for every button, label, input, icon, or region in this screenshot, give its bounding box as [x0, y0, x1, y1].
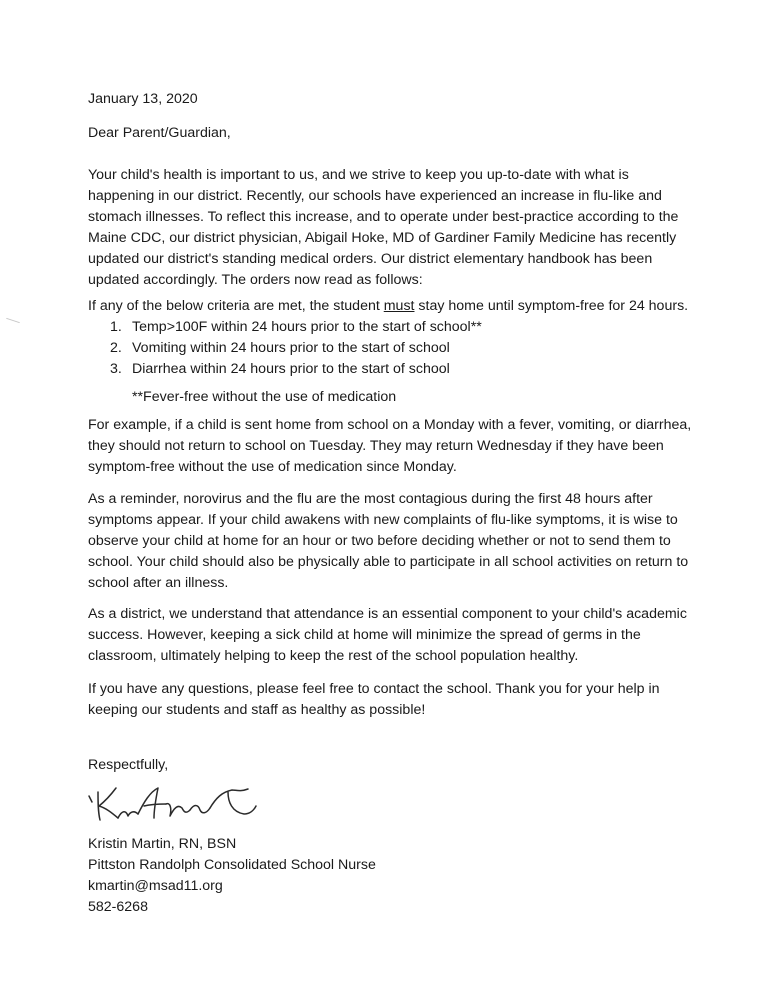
paragraph-questions	[88, 679, 688, 721]
criteria-number: 2.	[110, 340, 122, 356]
signer-name: Kristin Martin, RN, BSN	[88, 836, 237, 852]
paragraph-line: Your child's health is important to us, and we strive to keep you up-to-date with what is	[88, 167, 629, 183]
paragraph-line: they should not return to school on Tuesday. They may return Wednesday if they have been	[88, 438, 664, 454]
criteria-footnote: **Fever-free without the use of medication	[132, 389, 397, 406]
criteria-item	[88, 338, 482, 359]
paragraph-line: As a district, we understand that attendance is an essential component to your child's academic	[88, 606, 687, 622]
paragraph-line: happening in our district. Recently, our schools have experienced an increase in flu-like and	[88, 188, 662, 204]
criteria-list	[88, 317, 482, 380]
criteria-intro	[88, 296, 688, 317]
criteria-intro-before: If any of the below criteria are met, the student	[88, 298, 384, 314]
letter-date: January 13, 2020	[88, 91, 198, 107]
paragraph-line: As a reminder, norovirus and the flu are the most contagious during the first 48 hours after	[88, 491, 653, 507]
paragraph-line: school. Your child should also be physically able to participate in all school activities on return to	[88, 554, 689, 570]
paragraph-line: updated accordingly. The orders now read as follows:	[88, 272, 423, 288]
paragraph-line: symptoms appear. If your child awakens with new complaints of flu-like symptoms, it is wise to	[88, 512, 678, 528]
criteria-text: Vomiting within 24 hours prior to the start of school	[132, 340, 450, 356]
signer-block	[88, 834, 688, 918]
salutation: Dear Parent/Guardian,	[88, 125, 231, 141]
criteria-number: 3.	[110, 361, 122, 377]
scan-artifact-mark	[6, 318, 20, 323]
paragraph-line: Maine CDC, our district physician, Abigail Hoke, MD of Gardiner Family Medicine has recently	[88, 230, 677, 246]
paragraph-line: observe your child at home for an hour or two before deciding whether or not to send them to	[88, 533, 671, 549]
paragraph-attendance	[88, 604, 688, 667]
paragraph-line: school after an illness.	[88, 575, 229, 591]
handwritten-signature	[86, 780, 276, 828]
paragraph-line: success. However, keeping a sick child at home will minimize the spread of germs in the	[88, 627, 641, 643]
paragraph-example	[88, 415, 692, 478]
criteria-item	[88, 359, 482, 380]
criteria-text: Temp>100F within 24 hours prior to the start of school**	[132, 319, 482, 335]
criteria-intro-emphasis: must	[383, 298, 415, 314]
criteria-item	[88, 317, 482, 338]
closing: Respectfully,	[88, 757, 169, 773]
paragraph-line: keeping our students and staff as healthy as possible!	[88, 702, 426, 718]
signer-phone: 582-6268	[88, 899, 148, 915]
signer-email: kmartin@msad11.org	[88, 878, 223, 894]
paragraph-reminder	[88, 489, 688, 594]
paragraph-line: For example, if a child is sent home from school on a Monday with a fever, vomiting, or diarrhea,	[88, 417, 692, 433]
criteria-text: Diarrhea within 24 hours prior to the start of school	[132, 361, 450, 377]
criteria-intro-after: stay home until symptom-free for 24 hours.	[414, 298, 689, 314]
paragraph-line: classroom, ultimately helping to keep the rest of the school population healthy.	[88, 648, 579, 664]
paragraph-line: If you have any questions, please feel free to contact the school. Thank you for your help in	[88, 681, 660, 697]
paragraph-line: stomach illnesses. To reflect this increase, and to operate under best-practice according to the	[88, 209, 679, 225]
paragraph-line: symptom-free without the use of medication since Monday.	[88, 459, 457, 475]
signer-title: Pittston Randolph Consolidated School Nurse	[88, 857, 376, 873]
criteria-number: 1.	[110, 319, 122, 335]
paragraph-intro	[88, 165, 688, 291]
paragraph-line: updated our district's standing medical orders. Our district elementary handbook has been	[88, 251, 653, 267]
